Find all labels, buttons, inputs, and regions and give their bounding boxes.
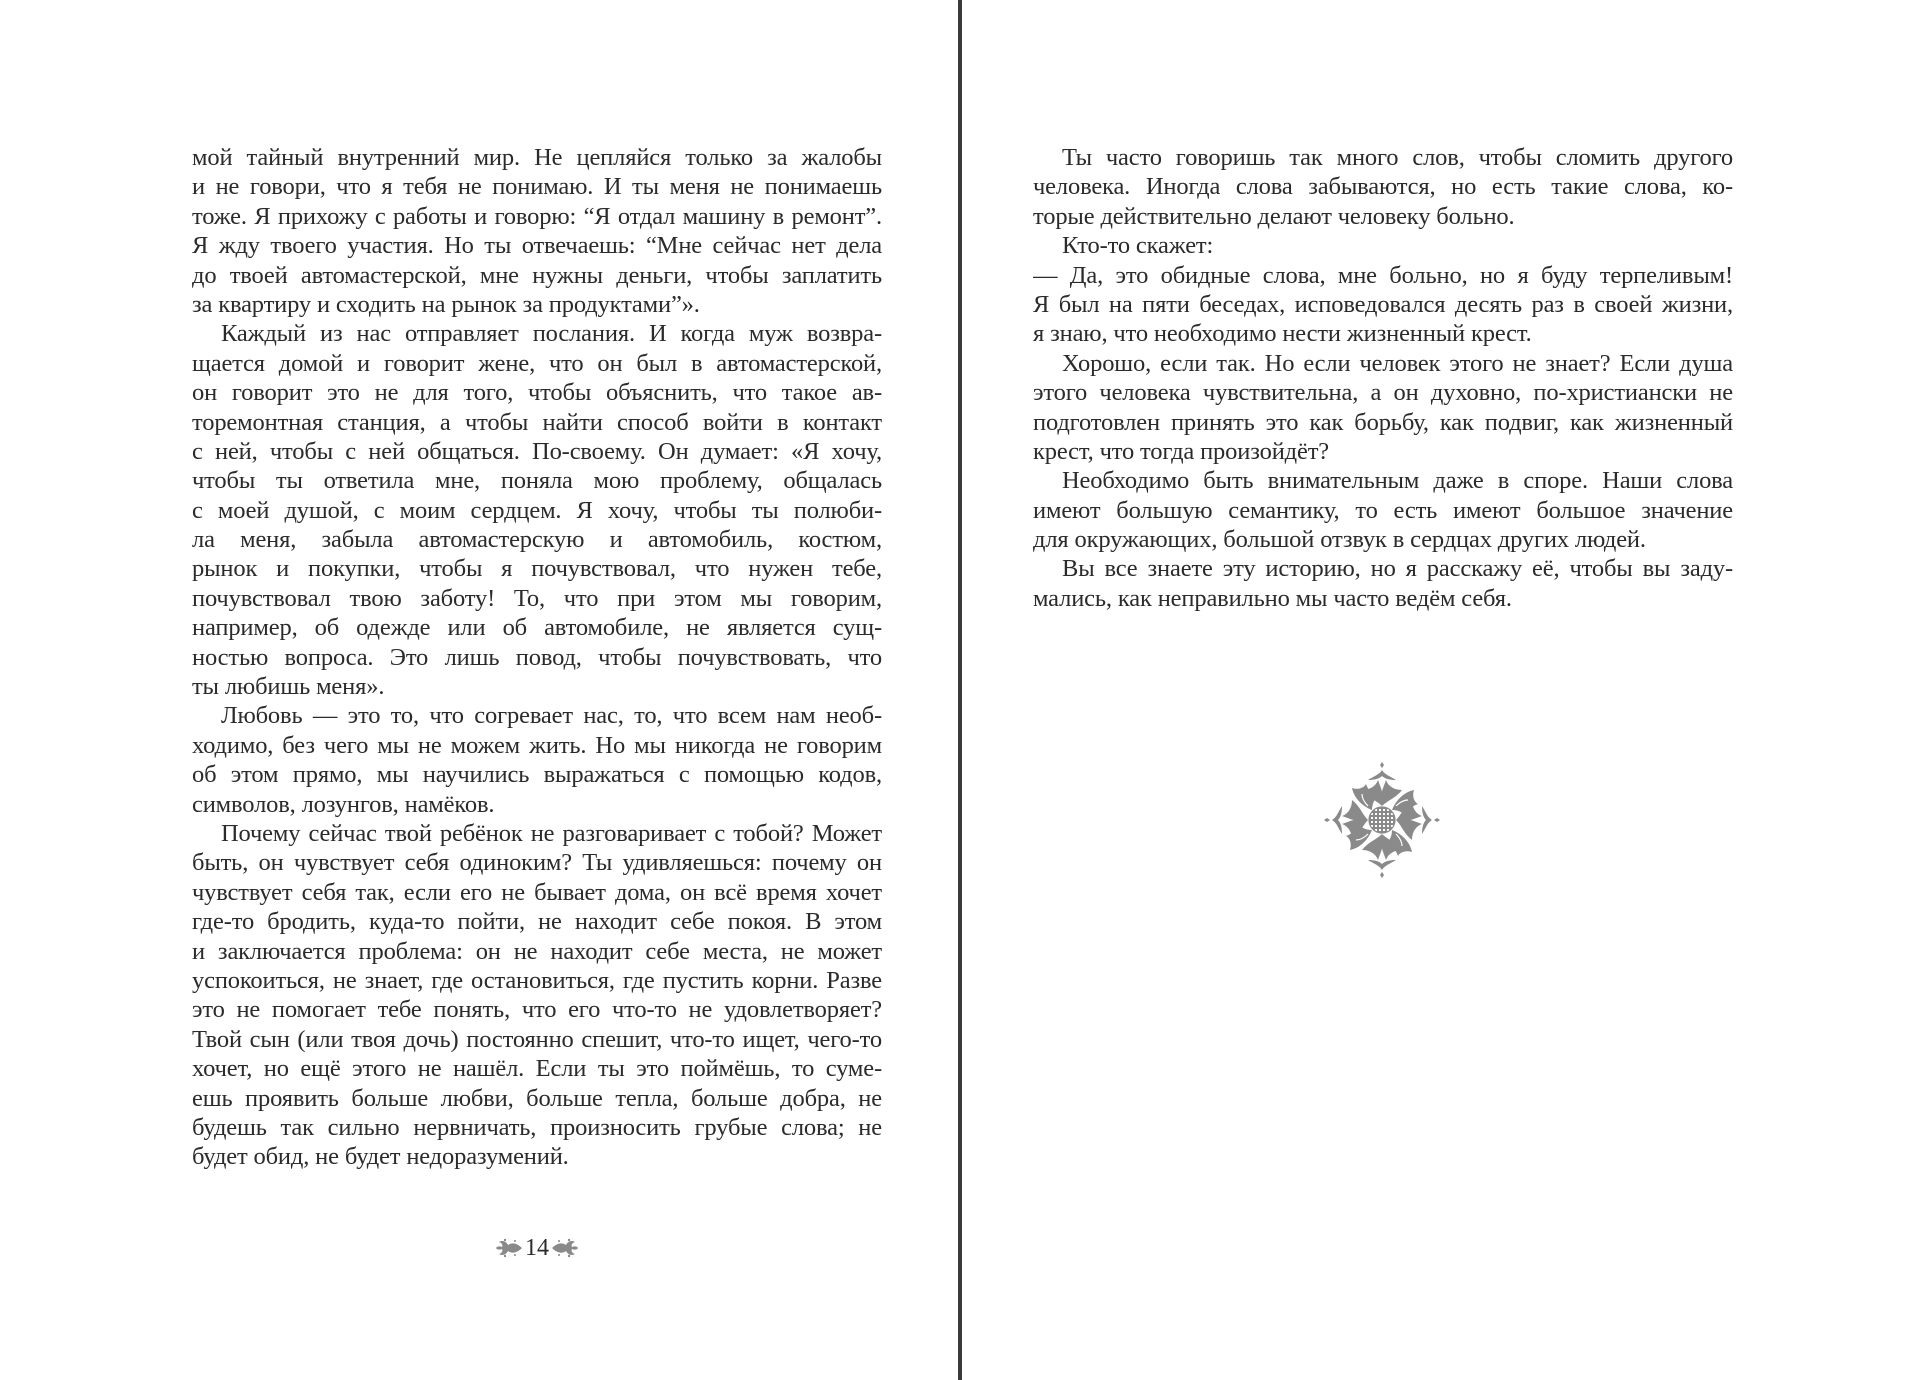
text-line: будет обид, не будет недоразумений. [192,1143,569,1171]
paragraph [1033,466,1733,554]
text-line: этого человека чувствительна, а он духовно, по-христиански не [1033,379,1733,407]
text-line: для окружающих, большой отзвук в сердцах других людей. [1033,526,1646,554]
right-page-text [1033,143,1733,613]
text-line: Вы все знаете эту историю, но я расскажу её, чтобы вы заду- [1062,555,1733,583]
paragraph [192,819,882,1172]
left-page-text [192,143,882,1172]
paragraph [1033,143,1733,231]
text-line: крест, что тогда произойдёт? [1033,437,1329,465]
text-line: чувствует себя так, если его не бывает дома, он всё время хочет [192,878,882,906]
text-line: чтобы ты ответила мне, поняла мою проблему, общалась [192,467,882,495]
text-line: тоже. Я прихожу с работы и говорю: “Я отдал машину в ремонт”. [192,202,882,230]
text-line: например, об одежде или об автомобиле, не является сущ- [192,614,882,642]
text-line: ла меня, забыла автомастерскую и автомобиль, костюм, [192,526,882,554]
text-line: Почему сейчас твой ребёнок не разговаривает с тобой? Может [221,819,882,847]
text-line: с ней, чтобы с ней общаться. По-своему. Он думает: «Я хочу, [192,437,882,465]
text-line: за квартиру и сходить на рынок за продуктами”». [192,290,700,318]
text-line: успокоиться, не знает, где остановиться, где пустить корни. Разве [192,966,882,994]
page-number: 14 [525,1235,549,1261]
text-line: Ты часто говоришь так много слов, чтобы сломить другого [1062,144,1733,171]
text-line: мались, как неправильно мы часто ведём себя. [1033,584,1512,612]
text-line: до твоей автомастерской, мне нужны деньги, чтобы заплатить [192,261,882,289]
right-page [962,0,1920,1380]
text-line: будешь так сильно нервничать, произносить грубые слова; не [192,1113,882,1141]
folio-left-flourish-icon [495,1237,523,1259]
text-line: где-то бродить, куда-то пойти, не находит себе покоя. В этом [192,908,882,936]
text-line: ностью вопроса. Это лишь повод, чтобы почувствовать, что [192,643,882,671]
paragraph [1033,231,1733,260]
text-line: хочет, но ещё этого не нашёл. Если ты это поймёшь, то суме- [192,1055,882,1083]
text-line: Любовь — это то, что согревает нас, то, что всем нам необ- [221,702,882,730]
paragraph [192,701,882,819]
text-line: — Да, это обидные слова, мне больно, но я буду терпеливым! [1033,261,1733,289]
text-line: рынок и покупки, чтобы я почувствовал, что нужен тебе, [192,555,882,583]
text-line: щается домой и говорит жене, что он был в автомастерской, [192,349,882,377]
text-line: с моей душой, с моим сердцем. Я хочу, чтобы ты полюби- [192,496,882,524]
text-line: человека. Иногда слова забываются, но есть такие слова, ко- [1033,173,1733,201]
text-line: об этом прямо, мы научились выражаться с помощью кодов, [192,761,882,789]
text-line: и заключается проблема: он не находит себе места, не может [192,937,882,965]
left-page [0,0,958,1380]
text-line: имеют большую семантику, то есть имеют большое значение [1033,496,1733,524]
text-line: ты любишь меня». [192,673,385,701]
text-line: ходимо, без чего мы не можем жить. Но мы никогда не говорим [192,731,882,759]
floral-ornament-icon [1324,762,1440,878]
text-line: Необходимо быть внимательным даже в споре. Наши слова [1062,467,1733,495]
paragraph [1033,349,1733,467]
text-line: подготовлен принять это как борьбу, как подвиг, как жизненный [1033,408,1733,436]
folio-right-flourish-icon [551,1237,579,1259]
text-line: я знаю, что необходимо нести жизненный крест. [1033,320,1532,348]
text-line: и не говори, что я тебя не понимаю. И ты меня не понимаешь [192,173,882,201]
paragraph [1033,261,1733,349]
text-line: быть, он чувствует себя одиноким? Ты удивляешься: почему он [192,849,882,877]
text-line: мой тайный внутренний мир. Не цепляйся только за жалобы [192,144,882,171]
text-line: ешь проявить больше любви, больше тепла, больше добра, не [192,1084,882,1112]
text-line: торемонтная станция, а чтобы найти способ войти в контакт [192,408,882,436]
paragraph [1033,554,1733,613]
text-line: Каждый из нас отправляет послания. И когда муж возвра- [221,320,882,348]
text-line: он говорит это не для того, чтобы объяснить, что такое ав- [192,379,882,407]
text-line: Твой сын (или твоя дочь) постоянно спешит, что-то ищет, чего-то [192,1025,882,1053]
text-line: Кто-то скажет: [1062,232,1214,260]
paragraph [192,319,882,701]
text-line: символов, лозунгов, намёков. [192,790,495,818]
paragraph [192,143,882,319]
text-line: почувствовал твою заботу! То, что при этом мы говорим, [192,584,882,612]
text-line: Я был на пяти беседах, исповедовался десять раз в своей жизни, [1033,290,1733,318]
text-line: Хорошо, если так. Но если человек этого не знает? Если душа [1062,349,1733,377]
text-line: Я жду твоего участия. Но ты отвечаешь: “Мне сейчас нет дела [192,232,882,260]
text-line: это не помогает тебе понять, что его что-то не удовлетворяет? [192,996,882,1024]
text-line: торые действительно делают человеку больно. [1033,202,1515,230]
page-number-folio [492,1232,582,1264]
